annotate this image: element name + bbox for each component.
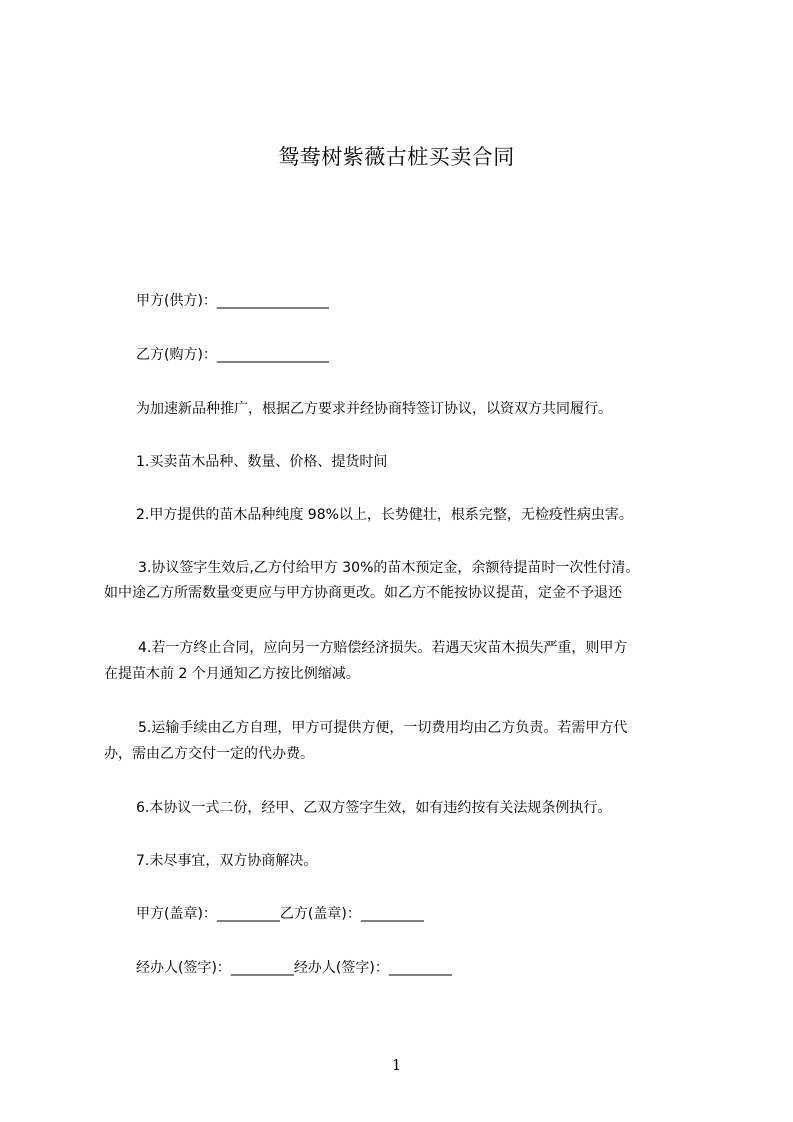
document-title: 鸳鸯树紫薇古桩买卖合同: [278, 145, 515, 169]
clause-1-paragraph: 1.买卖苗木品种、数量、价格、提货时间: [136, 454, 388, 470]
page-number: 1: [391, 1056, 402, 1074]
party-b-line: 乙方(购方)：________________: [136, 347, 329, 363]
clause-4-first-line: 4.若一方终止合同，应向另一方赔偿经济损失。若遇天灾苗木损失严重，则甲方: [138, 640, 628, 656]
preamble-paragraph: 为加速新品种推广，根据乙方要求并经协商特签订协议，以资双方共同履行。: [136, 401, 612, 417]
clause-2-paragraph: 2.甲方提供的苗木品种纯度 98%以上，长势健壮，根系完整，无检疫性病虫害。: [136, 507, 633, 523]
clause-3-second-line: 如中途乙方所需数量变更应与甲方协商更改。如乙方不能按协议提苗，定金不予退还: [104, 585, 622, 601]
clause-4-second-line: 在提苗木前 2 个月通知乙方按比例缩减。: [104, 666, 360, 682]
agent-signature-line: 经办人(签字)：_________经办人(签字)：_________: [136, 960, 452, 976]
clause-5-first-line: 5.运输手续由乙方自理，甲方可提供方便，一切费用均由乙方负责。若需甲方代: [138, 720, 628, 736]
party-a-line: 甲方(供方)：________________: [136, 293, 329, 309]
clause-6-paragraph: 6.本协议一式二份，经甲、乙双方签字生效，如有违约按有关法规条例执行。: [136, 800, 612, 816]
clause-7-paragraph: 7.未尽事宜，双方协商解决。: [136, 853, 318, 869]
clause-3-first-line: 3.协议签字生效后,乙方付给甲方 30%的苗木预定金，余额待提苗时一次性付清。: [138, 560, 640, 576]
clause-5-second-line: 办，需由乙方交付一定的代办费。: [104, 746, 314, 762]
seal-signature-line: 甲方(盖章)：_________乙方(盖章)：_________: [136, 906, 424, 922]
